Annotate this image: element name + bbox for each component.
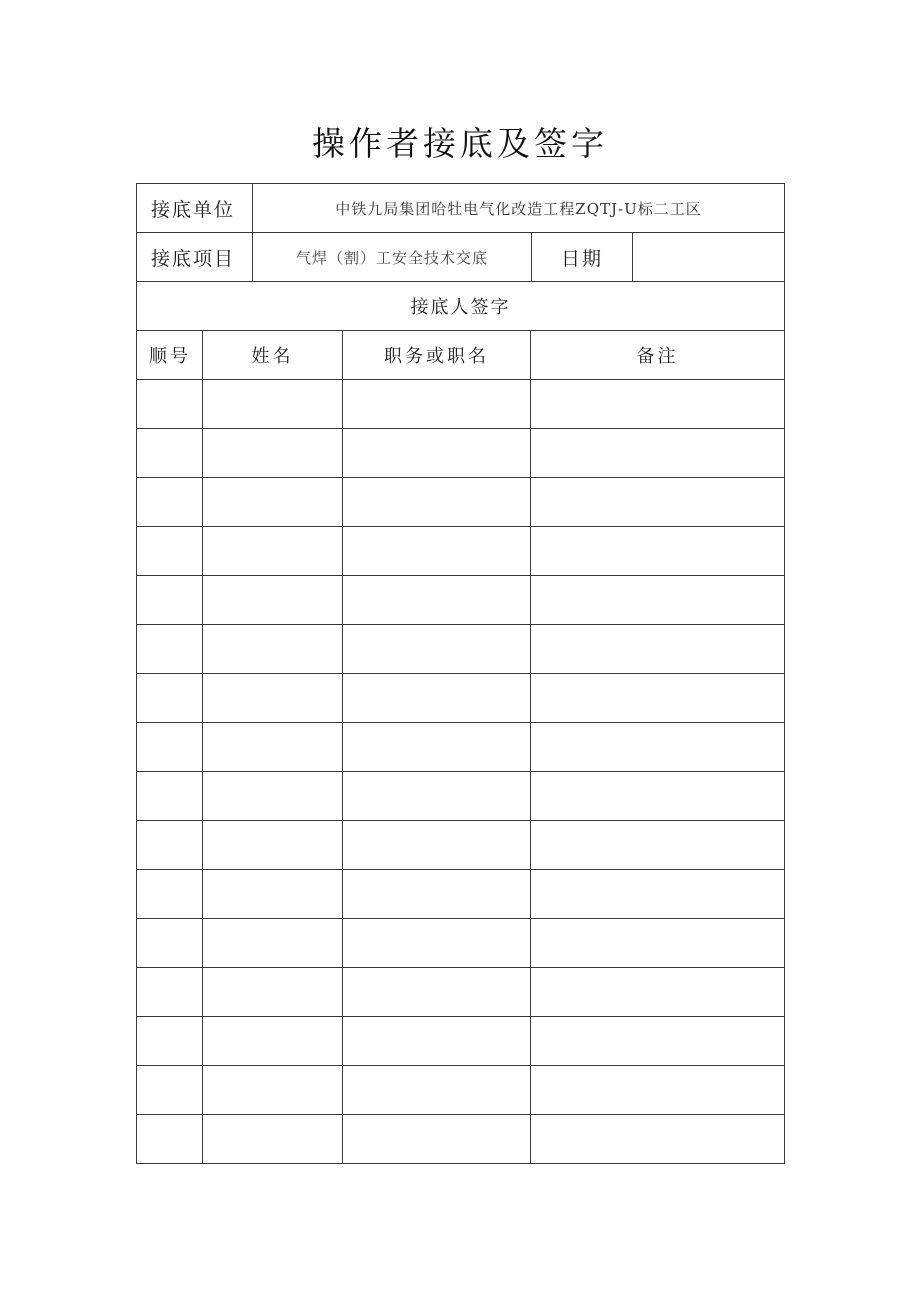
project-value[interactable]: 气焊（割）工安全技术交底 bbox=[253, 233, 532, 282]
row-name-cell[interactable] bbox=[203, 625, 343, 674]
column-header-remarks: 备注 bbox=[531, 331, 784, 380]
row-position-cell[interactable] bbox=[343, 821, 531, 870]
row-number-cell[interactable] bbox=[137, 1017, 203, 1066]
column-header-position: 职务或职名 bbox=[343, 331, 531, 380]
row-position-cell[interactable] bbox=[343, 968, 531, 1017]
page-title: 操作者接底及签字 bbox=[312, 124, 608, 163]
date-label: 日期 bbox=[532, 233, 633, 282]
row-remarks-cell[interactable] bbox=[531, 772, 784, 821]
row-number-cell[interactable] bbox=[137, 919, 203, 968]
row-position-cell[interactable] bbox=[343, 919, 531, 968]
row-number-cell[interactable] bbox=[137, 576, 203, 625]
row-remarks-cell[interactable] bbox=[531, 968, 784, 1017]
row-name-cell[interactable] bbox=[203, 919, 343, 968]
column-header-number: 顺号 bbox=[137, 331, 203, 380]
row-number-cell[interactable] bbox=[137, 429, 203, 478]
row-name-cell[interactable] bbox=[203, 674, 343, 723]
row-remarks-cell[interactable] bbox=[531, 625, 784, 674]
row-position-cell[interactable] bbox=[343, 527, 531, 576]
signature-form bbox=[136, 183, 785, 1164]
row-remarks-cell[interactable] bbox=[531, 870, 784, 919]
row-name-cell[interactable] bbox=[203, 968, 343, 1017]
row-remarks-cell[interactable] bbox=[531, 1115, 784, 1163]
project-label: 接底项目 bbox=[137, 233, 253, 282]
row-position-cell[interactable] bbox=[343, 380, 531, 429]
row-name-cell[interactable] bbox=[203, 380, 343, 429]
row-name-cell[interactable] bbox=[203, 429, 343, 478]
row-number-cell[interactable] bbox=[137, 1066, 203, 1115]
row-remarks-cell[interactable] bbox=[531, 527, 784, 576]
row-remarks-cell[interactable] bbox=[531, 576, 784, 625]
row-remarks-cell[interactable] bbox=[531, 1066, 784, 1115]
row-remarks-cell[interactable] bbox=[531, 1017, 784, 1066]
row-number-cell[interactable] bbox=[137, 772, 203, 821]
row-position-cell[interactable] bbox=[343, 1017, 531, 1066]
row-name-cell[interactable] bbox=[203, 1066, 343, 1115]
row-name-cell[interactable] bbox=[203, 478, 343, 527]
row-number-cell[interactable] bbox=[137, 723, 203, 772]
row-position-cell[interactable] bbox=[343, 625, 531, 674]
row-number-cell[interactable] bbox=[137, 674, 203, 723]
unit-label: 接底单位 bbox=[137, 184, 253, 233]
row-number-cell[interactable] bbox=[137, 478, 203, 527]
row-remarks-cell[interactable] bbox=[531, 821, 784, 870]
row-position-cell[interactable] bbox=[343, 576, 531, 625]
row-position-cell[interactable] bbox=[343, 1066, 531, 1115]
unit-value[interactable]: 中铁九局集团哈牡电气化改造工程ZQTJ-U标二工区 bbox=[253, 184, 784, 233]
row-number-cell[interactable] bbox=[137, 968, 203, 1017]
row-position-cell[interactable] bbox=[343, 674, 531, 723]
row-position-cell[interactable] bbox=[343, 478, 531, 527]
row-number-cell[interactable] bbox=[137, 625, 203, 674]
date-value[interactable] bbox=[633, 233, 784, 282]
row-name-cell[interactable] bbox=[203, 1115, 343, 1163]
row-remarks-cell[interactable] bbox=[531, 723, 784, 772]
row-remarks-cell[interactable] bbox=[531, 429, 784, 478]
row-number-cell[interactable] bbox=[137, 527, 203, 576]
row-remarks-cell[interactable] bbox=[531, 380, 784, 429]
row-position-cell[interactable] bbox=[343, 870, 531, 919]
row-name-cell[interactable] bbox=[203, 723, 343, 772]
row-name-cell[interactable] bbox=[203, 576, 343, 625]
row-number-cell[interactable] bbox=[137, 870, 203, 919]
row-remarks-cell[interactable] bbox=[531, 674, 784, 723]
row-name-cell[interactable] bbox=[203, 1017, 343, 1066]
row-name-cell[interactable] bbox=[203, 527, 343, 576]
column-header-name: 姓名 bbox=[203, 331, 343, 380]
section-title: 接底人签字 bbox=[137, 282, 784, 331]
row-position-cell[interactable] bbox=[343, 429, 531, 478]
row-name-cell[interactable] bbox=[203, 821, 343, 870]
row-remarks-cell[interactable] bbox=[531, 919, 784, 968]
row-remarks-cell[interactable] bbox=[531, 478, 784, 527]
row-number-cell[interactable] bbox=[137, 1115, 203, 1163]
row-number-cell[interactable] bbox=[137, 821, 203, 870]
row-name-cell[interactable] bbox=[203, 870, 343, 919]
row-position-cell[interactable] bbox=[343, 772, 531, 821]
row-position-cell[interactable] bbox=[343, 1115, 531, 1163]
row-number-cell[interactable] bbox=[137, 380, 203, 429]
row-name-cell[interactable] bbox=[203, 772, 343, 821]
row-position-cell[interactable] bbox=[343, 723, 531, 772]
